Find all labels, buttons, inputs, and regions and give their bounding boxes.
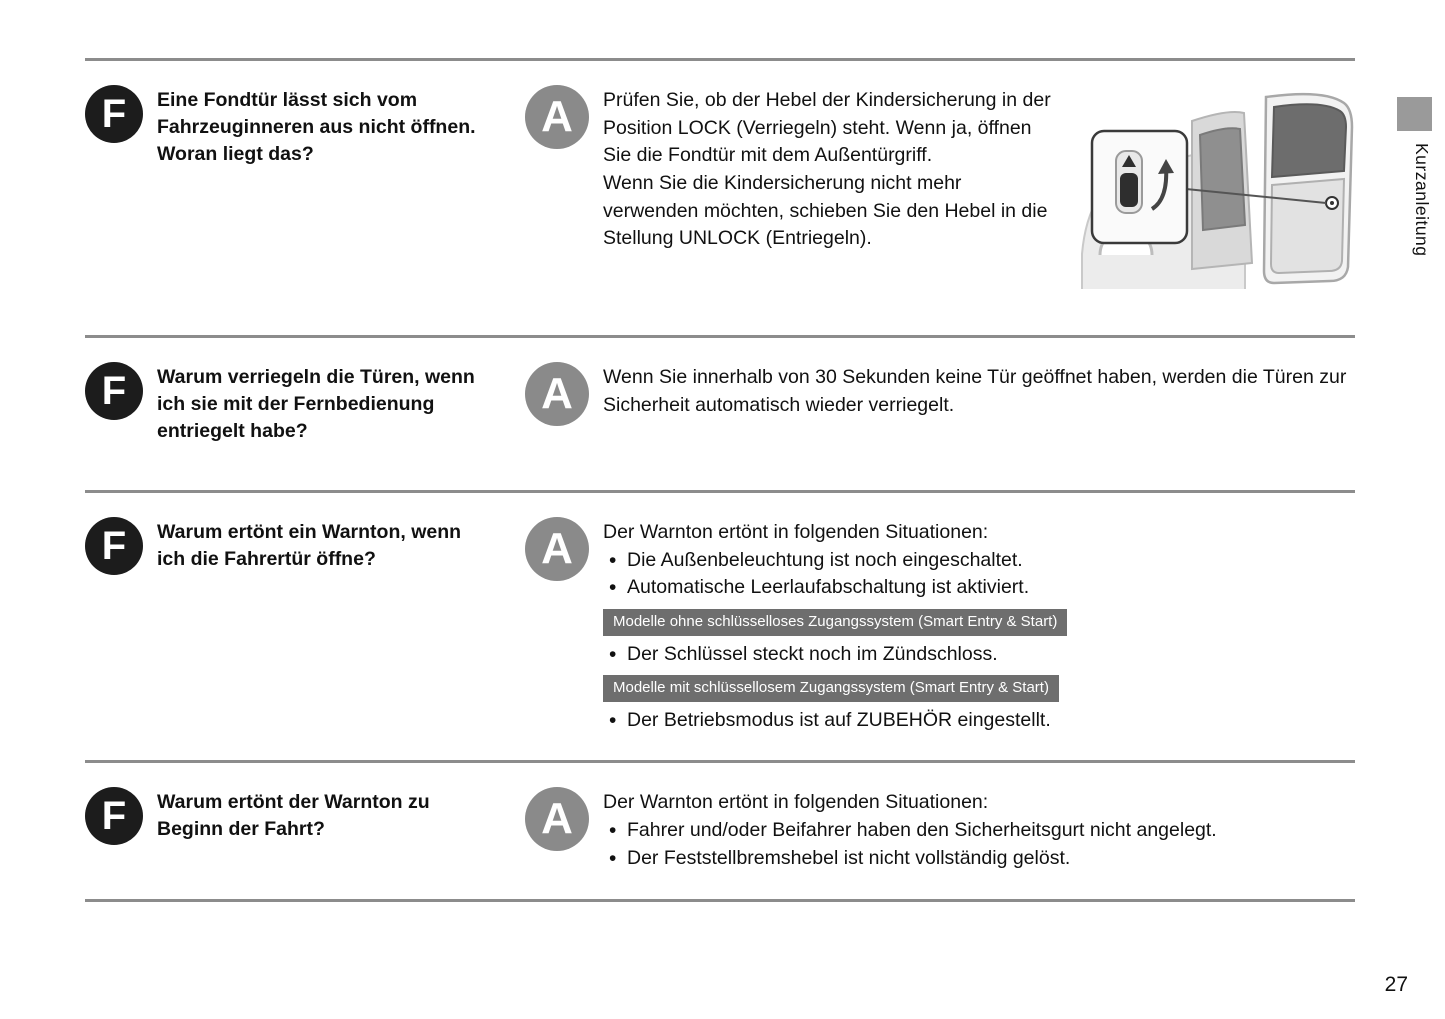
- question-icon-letter: F: [101, 92, 127, 136]
- question-f-icon: [85, 85, 143, 143]
- open-door: [1264, 94, 1352, 283]
- answer-body: [603, 787, 1217, 872]
- answer-bullet-list: [603, 547, 1067, 602]
- answer-a-icon: [525, 787, 589, 851]
- answer-bullet-list: [603, 641, 1067, 669]
- question-text: Warum verriegeln die Türen, wenn ich sie mit der Fernbedienung entriegelt habe?: [157, 366, 475, 442]
- question-text: Eine Fondtür lässt sich vom Fahrzeuginneren aus nicht öffnen. Woran liegt das?: [157, 89, 476, 165]
- answer-a-icon: [525, 517, 589, 581]
- answer-bullet: • Der Schlüssel steckt noch im Zündschloss.: [603, 641, 1067, 669]
- model-variant-label-without-smart-entry: Modelle ohne schlüsselloses Zugangssystem (Smart Entry & Start): [603, 609, 1067, 636]
- child-lock-illustration: [1080, 89, 1355, 294]
- page-number: 27: [1384, 973, 1408, 996]
- chapter-tab-marker: [1397, 97, 1432, 131]
- question-block: [85, 85, 525, 168]
- model-variant-label-with-smart-entry: Modelle mit schlüssellosem Zugangssystem (Smart Entry & Start): [603, 675, 1059, 702]
- answer-icon-letter: A: [541, 369, 573, 418]
- answer-paragraph: Prüfen Sie, ob der Hebel der Kindersicherung in der Position LOCK (Verriegeln) steht. Wenn ja, öffnen Sie die Fondtür mit dem Außentürgriff.: [603, 89, 1051, 167]
- answer-body: [603, 362, 1355, 419]
- qa-section-relock: [85, 335, 1355, 490]
- qa-section-warning-driver-door: [85, 490, 1355, 760]
- answer-block: [525, 85, 1068, 253]
- answer-icon-letter: A: [541, 92, 573, 141]
- question-f-icon: [85, 362, 143, 420]
- question-icon-letter: F: [101, 524, 127, 568]
- answer-body: [603, 517, 1067, 734]
- question-f-icon: [85, 517, 143, 575]
- answer-bullet: • Der Feststellbremshebel ist nicht vollständig gelöst.: [603, 845, 1217, 873]
- answer-icon-letter: A: [541, 524, 573, 573]
- question-block: [85, 517, 525, 575]
- question-icon-letter: F: [101, 794, 127, 839]
- answer-bullet-list: [603, 817, 1217, 872]
- question-block: [85, 787, 525, 845]
- answer-body: [603, 85, 1055, 253]
- answer-a-icon: [525, 85, 589, 149]
- bottom-divider: [85, 899, 1355, 902]
- answer-block: [525, 362, 1355, 426]
- answer-bullet-list: [603, 707, 1067, 735]
- child-lock-diagram-svg: [1080, 89, 1355, 289]
- answer-intro: Der Warnton ertönt in folgenden Situationen:: [603, 521, 989, 543]
- answer-bullet: • Der Betriebsmodus ist auf ZUBEHÖR eingestellt.: [603, 707, 1067, 735]
- question-text: Warum ertönt ein Warnton, wenn ich die Fahrertür öffne?: [157, 521, 462, 570]
- answer-paragraph: Wenn Sie die Kindersicherung nicht mehr verwenden möchten, schieben Sie den Hebel in die Stellung UNLOCK (Entriegeln).: [603, 172, 1048, 250]
- answer-icon-letter: A: [541, 794, 573, 844]
- question-text: Warum ertönt der Warnton zu Beginn der Fahrt?: [157, 791, 430, 841]
- answer-paragraph: Wenn Sie innerhalb von 30 Sekunden keine Tür geöffnet haben, werden die Türen zur Sicherheit automatisch wieder verriegelt.: [603, 366, 1347, 416]
- answer-intro: Der Warnton ertönt in folgenden Situationen:: [603, 791, 989, 814]
- answer-bullet: • Die Außenbeleuchtung ist noch eingeschaltet.: [603, 547, 1067, 575]
- answer-block: [525, 517, 1355, 734]
- answer-block: [525, 787, 1355, 872]
- answer-bullet: • Fahrer und/oder Beifahrer haben den Sicherheitsgurt nicht angelegt.: [603, 817, 1217, 845]
- question-block: [85, 362, 525, 445]
- question-f-icon: [85, 787, 143, 845]
- question-icon-letter: F: [101, 369, 127, 413]
- answer-bullet: • Automatische Leerlaufabschaltung ist aktiviert.: [603, 574, 1067, 602]
- chapter-tab-label: Kurzanleitung: [1412, 143, 1432, 257]
- answer-a-icon: [525, 362, 589, 426]
- qa-section-warning-drive-start: [85, 760, 1355, 898]
- qa-section-rear-door: [85, 58, 1355, 335]
